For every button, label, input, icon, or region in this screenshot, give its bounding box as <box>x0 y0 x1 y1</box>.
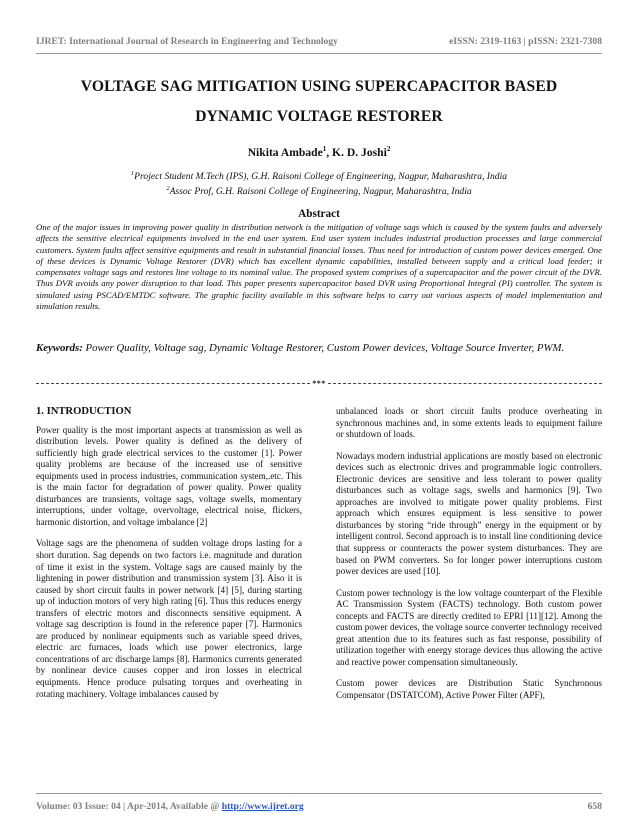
separator-dash-right <box>328 383 602 384</box>
footer-volume-text: Volume: 03 Issue: 04 | Apr-2014, Available @ <box>36 801 222 812</box>
affiliation-1 <box>40 168 598 183</box>
title-line-2: DYNAMIC VOLTAGE RESTORER <box>195 108 443 125</box>
abstract-heading: Abstract <box>298 208 340 220</box>
paragraph: Custom power devices are Distribution Static Synchronous Compensator (DSTATCOM), Active Power Filter (APF), <box>336 678 602 701</box>
journal-link[interactable]: http://www.ijret.org <box>221 801 304 812</box>
issn: eISSN: 2319-1163 | pISSN: 2321-7308 <box>449 36 602 47</box>
affiliation-2-mark: 2 <box>166 185 170 193</box>
affiliation-2-text: Assoc Prof, G.H. Raisoni College of Engineering, Nagpur, Maharashtra, India <box>169 186 472 198</box>
paragraph: Nowadays modern industrial applications are mostly based on electronic devices such as electronic drives and programmable logic controllers. Electronic devices are sensitive and less tolerant to power quality disturbances such as voltage sags, swells and harmonics [9]. Two approaches are involved to mitigate power quality problems. First approach which ensures equipment is less sensitive to power disturbances by storing “ride through” energy in the equipment or by intelligent control. Second approach is to install line conditioning device that suppress or counteracts the power system disturbances. They are based on PWM converters. So for longer power interruptions custom power devices are used [10]. <box>336 450 602 577</box>
author-separator: , <box>326 145 333 159</box>
affiliations <box>40 168 598 198</box>
separator-dash-left <box>36 383 310 384</box>
title-line-1: VOLTAGE SAG MITIGATION USING SUPERCAPACITOR BASED <box>80 78 558 95</box>
author-1-mark: 1 <box>322 145 327 153</box>
author-2-mark: 2 <box>386 145 391 153</box>
keywords-label: Keywords: <box>36 342 83 354</box>
footer-volume <box>36 801 304 812</box>
abstract-text: One of the major issues in improving power quality in distribution network is the mitigation of voltage sags which is caused by the system faults and adversely affects the sensitive electrical equipments involved in the end user system. End user system includes industrial production processes and large commercial customers. System faults affect sensitive equipments and result in substantial financial losses. Thus need for introduction of custom power devices emerged. One of these devices is Dynamic Voltage Restorer (DVR) which has excellent dynamic capabilities, installed between supply and a critical load feeder; it compensates voltage sags and restores line voltage to its nominal value. The proposed system comprises of a supercapacitor and the power circuit of the DVR. Thus DVR avoids any power disruption to that load. This paper presents supercapacitor based DVR using Proportional Integral (PI) controller. The system is simulated using PSCAD/EMTDC software. The graphic facility available in this software helps to carry out various aspects of model implementation and simulation results. <box>36 222 602 312</box>
paragraph: Voltage sags are the phenomena of sudden voltage drops lasting for a short duration. Sag depends on two factors i.e. magnitude and duration of time it exist in the system. Voltage sags are caused mainly by the lightening in power distribution and transmission system [3]. Also it is caused by short circuit faults in power network [4] [5], during starting up of induction motors of very high rating [6]. Thus this reduces energy transfers of electric motors and disconnects sensitive equipment. A voltage sag description is found in the reference paper [7]. Harmonics are produced by nonlinear equipments such as variable speed drives, electric arc furnaces, loads which use power electronics, large concentrations of arc discharge lamps [8]. Harmonics currents generated by nonlinear device causes copper and iron losses in electrical equipments. Hence produce pulsating torques and overheating in rotating machinery. Voltage imbalances caused by <box>36 538 302 699</box>
keywords <box>36 339 602 357</box>
footer-rule <box>36 793 602 794</box>
affiliation-1-text: Project Student M.Tech (IPS), G.H. Raisoni College of Engineering, Nagpur, Maharashtra, India <box>134 171 508 183</box>
paragraph: Power quality is the most important aspects at transmission as well as distribution levels. Power quality is defined as the delivery of sufficiently high grade electrical services to the customer [1]. Power quality problems are because of the increased use of sensitive equipments used in process industries, communication system,.etc. This is the main factor for degradation of power quality. Power quality disturbances are transients, voltage sags, voltage swells, momentary interruptions, under voltage, overvoltage, electrical noise, flickers, harmonic distortion, and voltage imbalance [2] <box>36 424 302 527</box>
right-column <box>336 406 602 712</box>
running-footer <box>36 801 602 812</box>
paper-title <box>40 72 598 132</box>
section-heading-introduction: 1. INTRODUCTION <box>36 406 132 417</box>
affiliation-1-mark: 1 <box>130 170 135 177</box>
running-header <box>36 36 602 47</box>
paragraph: Custom power technology is the low voltage counterpart of the Flexible AC Transmission System (FACTS) technology. Both custom power concepts and FACTS are directly credited to EPRI [11][12]. Among the custom power devices, the voltage source converter technology received great attention due to its features such as fast response, possibility of utilization together with energy storage devices thus allowing the active and reactive power compensation simultaneously. <box>336 587 602 667</box>
keywords-text: Power Quality, Voltage sag, Dynamic Voltage Restorer, Custom Power devices, Voltage Source Inverter, PWM. <box>85 342 565 354</box>
page-number: 658 <box>587 801 602 812</box>
author-2: K. D. Joshi <box>332 145 387 159</box>
journal-name: IJRET: International Journal of Research in Engineering and Technology <box>36 36 338 47</box>
header-rule <box>36 53 602 54</box>
section-separator <box>36 379 602 388</box>
paragraph: unbalanced loads or short circuit faults produce overheating in synchronous machines and, in some extents leads to equipment failure or shutdown of loads. <box>336 406 602 440</box>
author-list <box>40 145 598 159</box>
author-1: Nikita Ambade <box>247 145 323 159</box>
affiliation-2 <box>40 183 598 198</box>
left-column <box>36 406 302 710</box>
separator-stars: *** <box>312 379 326 388</box>
